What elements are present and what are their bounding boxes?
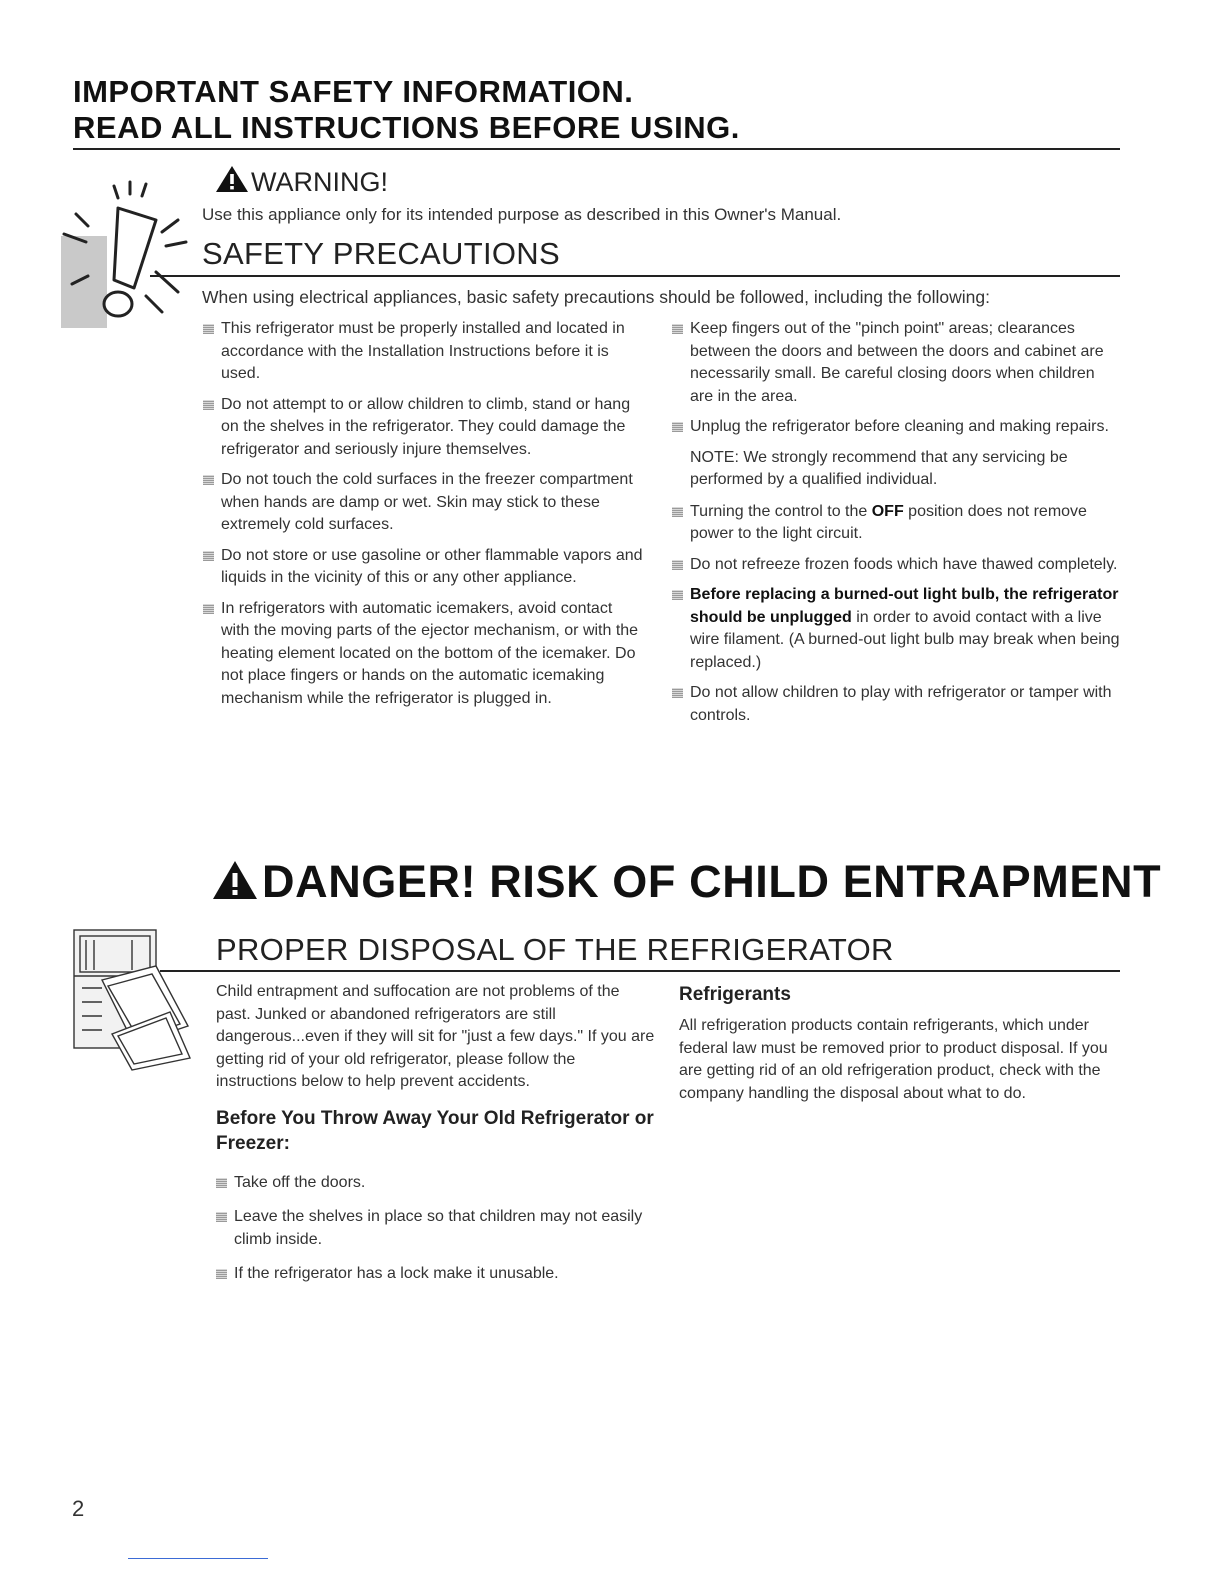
bullet-icon <box>216 1212 227 1222</box>
disposal-right-column <box>679 982 1119 1105</box>
list-item-text: Leave the shelves in place so that children may not easily climb inside. <box>234 1208 643 1248</box>
disposal-heading: PROPER DISPOSAL OF THE REFRIGERATOR <box>216 932 894 967</box>
bullet-icon <box>672 422 683 432</box>
refrigerator-illustration <box>72 926 202 1072</box>
list-item <box>203 469 643 537</box>
bullet-icon <box>672 507 683 517</box>
list-item-text: Do not refreeze frozen foods which have thawed completely. <box>690 555 1118 573</box>
off-label: OFF <box>871 502 904 520</box>
safety-right-column <box>672 318 1120 735</box>
list-item <box>203 318 643 386</box>
list-item-text: Do not store or use gasoline or other flammable vapors and liquids in the vicinity of this or any other appliance. <box>221 546 643 586</box>
page-heading-line2: READ ALL INSTRUCTIONS BEFORE USING. <box>73 110 740 145</box>
disposal-intro: Child entrapment and suffocation are not problems of the past. Junked or abandoned refrigerators are still dangerous...even if they will sit for "just a few days." If you are getting rid of your old refrigerator, please follow the instructions below to help prevent accidents. <box>216 983 655 1090</box>
list-item <box>672 501 1120 546</box>
page-number: 2 <box>72 1496 85 1521</box>
exclamation-burst-icon <box>58 176 190 330</box>
bullet-icon <box>203 551 214 561</box>
before-throw-away-heading: Before You Throw Away Your Old Refrigerator or Freezer: <box>216 1107 654 1154</box>
disposal-left-column <box>216 981 656 1294</box>
list-item <box>216 1172 656 1195</box>
list-item-text: Take off the doors. <box>234 1173 366 1191</box>
bullet-icon <box>203 324 214 334</box>
safety-intro: When using electrical appliances, basic safety precautions should be followed, including the following: <box>202 287 990 307</box>
list-item-text: In refrigerators with automatic icemakers, avoid contact with the moving parts of the ejector mechanism, or with the heating element located on the bottom of the icemaker. Do not place fingers or hands on the automatic icemaking mechanism while the refrigerator is plugged in. <box>221 599 639 707</box>
warning-title: WARNING! <box>251 167 388 197</box>
list-item-text: in order to avoid contact with a live wire filament. (A burned-out light bulb may break when being replaced.) <box>690 608 1120 671</box>
safety-precautions-heading: SAFETY PRECAUTIONS <box>202 236 560 271</box>
page-heading-line1: IMPORTANT SAFETY INFORMATION. <box>73 74 634 109</box>
list-item-text: Do not attempt to or allow children to climb, stand or hang on the shelves in the refrigerator. They could damage the refrigerator and seriously injure themselves. <box>221 395 631 458</box>
list-item <box>203 394 643 462</box>
list-item-text: If the refrigerator has a lock make it unusable. <box>234 1265 559 1282</box>
list-item <box>672 416 1120 439</box>
warning-heading <box>215 165 388 198</box>
warning-triangle-icon <box>215 165 249 193</box>
header-rule <box>73 148 1120 150</box>
list-item-text: Keep fingers out of the "pinch point" areas; clearances between the doors and between the doors and cabinet are necessarily small. Be careful closing doors when children are in the area. <box>690 320 1104 405</box>
bullet-icon <box>672 590 683 600</box>
list-item <box>672 584 1120 674</box>
refrigerants-heading: Refrigerants <box>679 984 791 1005</box>
footer-line <box>128 1558 268 1559</box>
servicing-note: NOTE: We strongly recommend that any servicing be performed by a qualified individual. <box>690 448 1068 488</box>
warning-intro: Use this appliance only for its intended purpose as described in this Owner's Manual. <box>202 205 842 224</box>
list-item <box>672 554 1120 577</box>
bullet-icon <box>203 400 214 410</box>
bullet-icon <box>672 560 683 570</box>
list-item-text: This refrigerator must be properly installed and located in accordance with the Installation Instructions before it is used. <box>221 320 625 382</box>
bullet-icon <box>216 1178 227 1188</box>
list-item-text: position does not remove power to the light circuit. <box>690 502 1087 542</box>
bullet-icon <box>203 475 214 485</box>
list-item-bold-text: Before replacing a burned-out light bulb, the refrigerator should be unplugged <box>690 586 1119 626</box>
safety-rule <box>150 275 1120 277</box>
list-item-text: Unplug the refrigerator before cleaning and making repairs. <box>690 418 1109 435</box>
list-item <box>672 318 1120 408</box>
disposal-rule <box>160 970 1120 972</box>
list-item <box>203 545 643 590</box>
danger-heading <box>212 856 1161 908</box>
list-item-text: Do not allow children to play with refrigerator or tamper with controls. <box>690 684 1112 724</box>
list-item <box>216 1206 656 1251</box>
list-item <box>203 598 643 711</box>
list-item-text: Do not touch the cold surfaces in the freezer compartment when hands are damp or wet. Skin may stick to these extremely cold surfaces. <box>221 471 633 533</box>
bullet-icon <box>203 604 214 614</box>
list-item <box>216 1263 656 1286</box>
list-item-text: Turning the control to the <box>690 502 872 520</box>
bullet-icon <box>672 688 683 698</box>
safety-left-column <box>203 318 643 718</box>
bullet-icon <box>216 1269 227 1279</box>
warning-triangle-icon <box>212 860 258 900</box>
bullet-icon <box>672 324 683 334</box>
danger-title: DANGER! RISK OF CHILD ENTRAPMENT <box>262 856 1162 907</box>
list-item <box>672 682 1120 727</box>
refrigerants-text: All refrigeration products contain refrigerants, which under federal law must be removed prior to product disposal. If you are getting rid of an old refrigeration product, check with the company handling the disposal about what to do. <box>679 1017 1108 1102</box>
